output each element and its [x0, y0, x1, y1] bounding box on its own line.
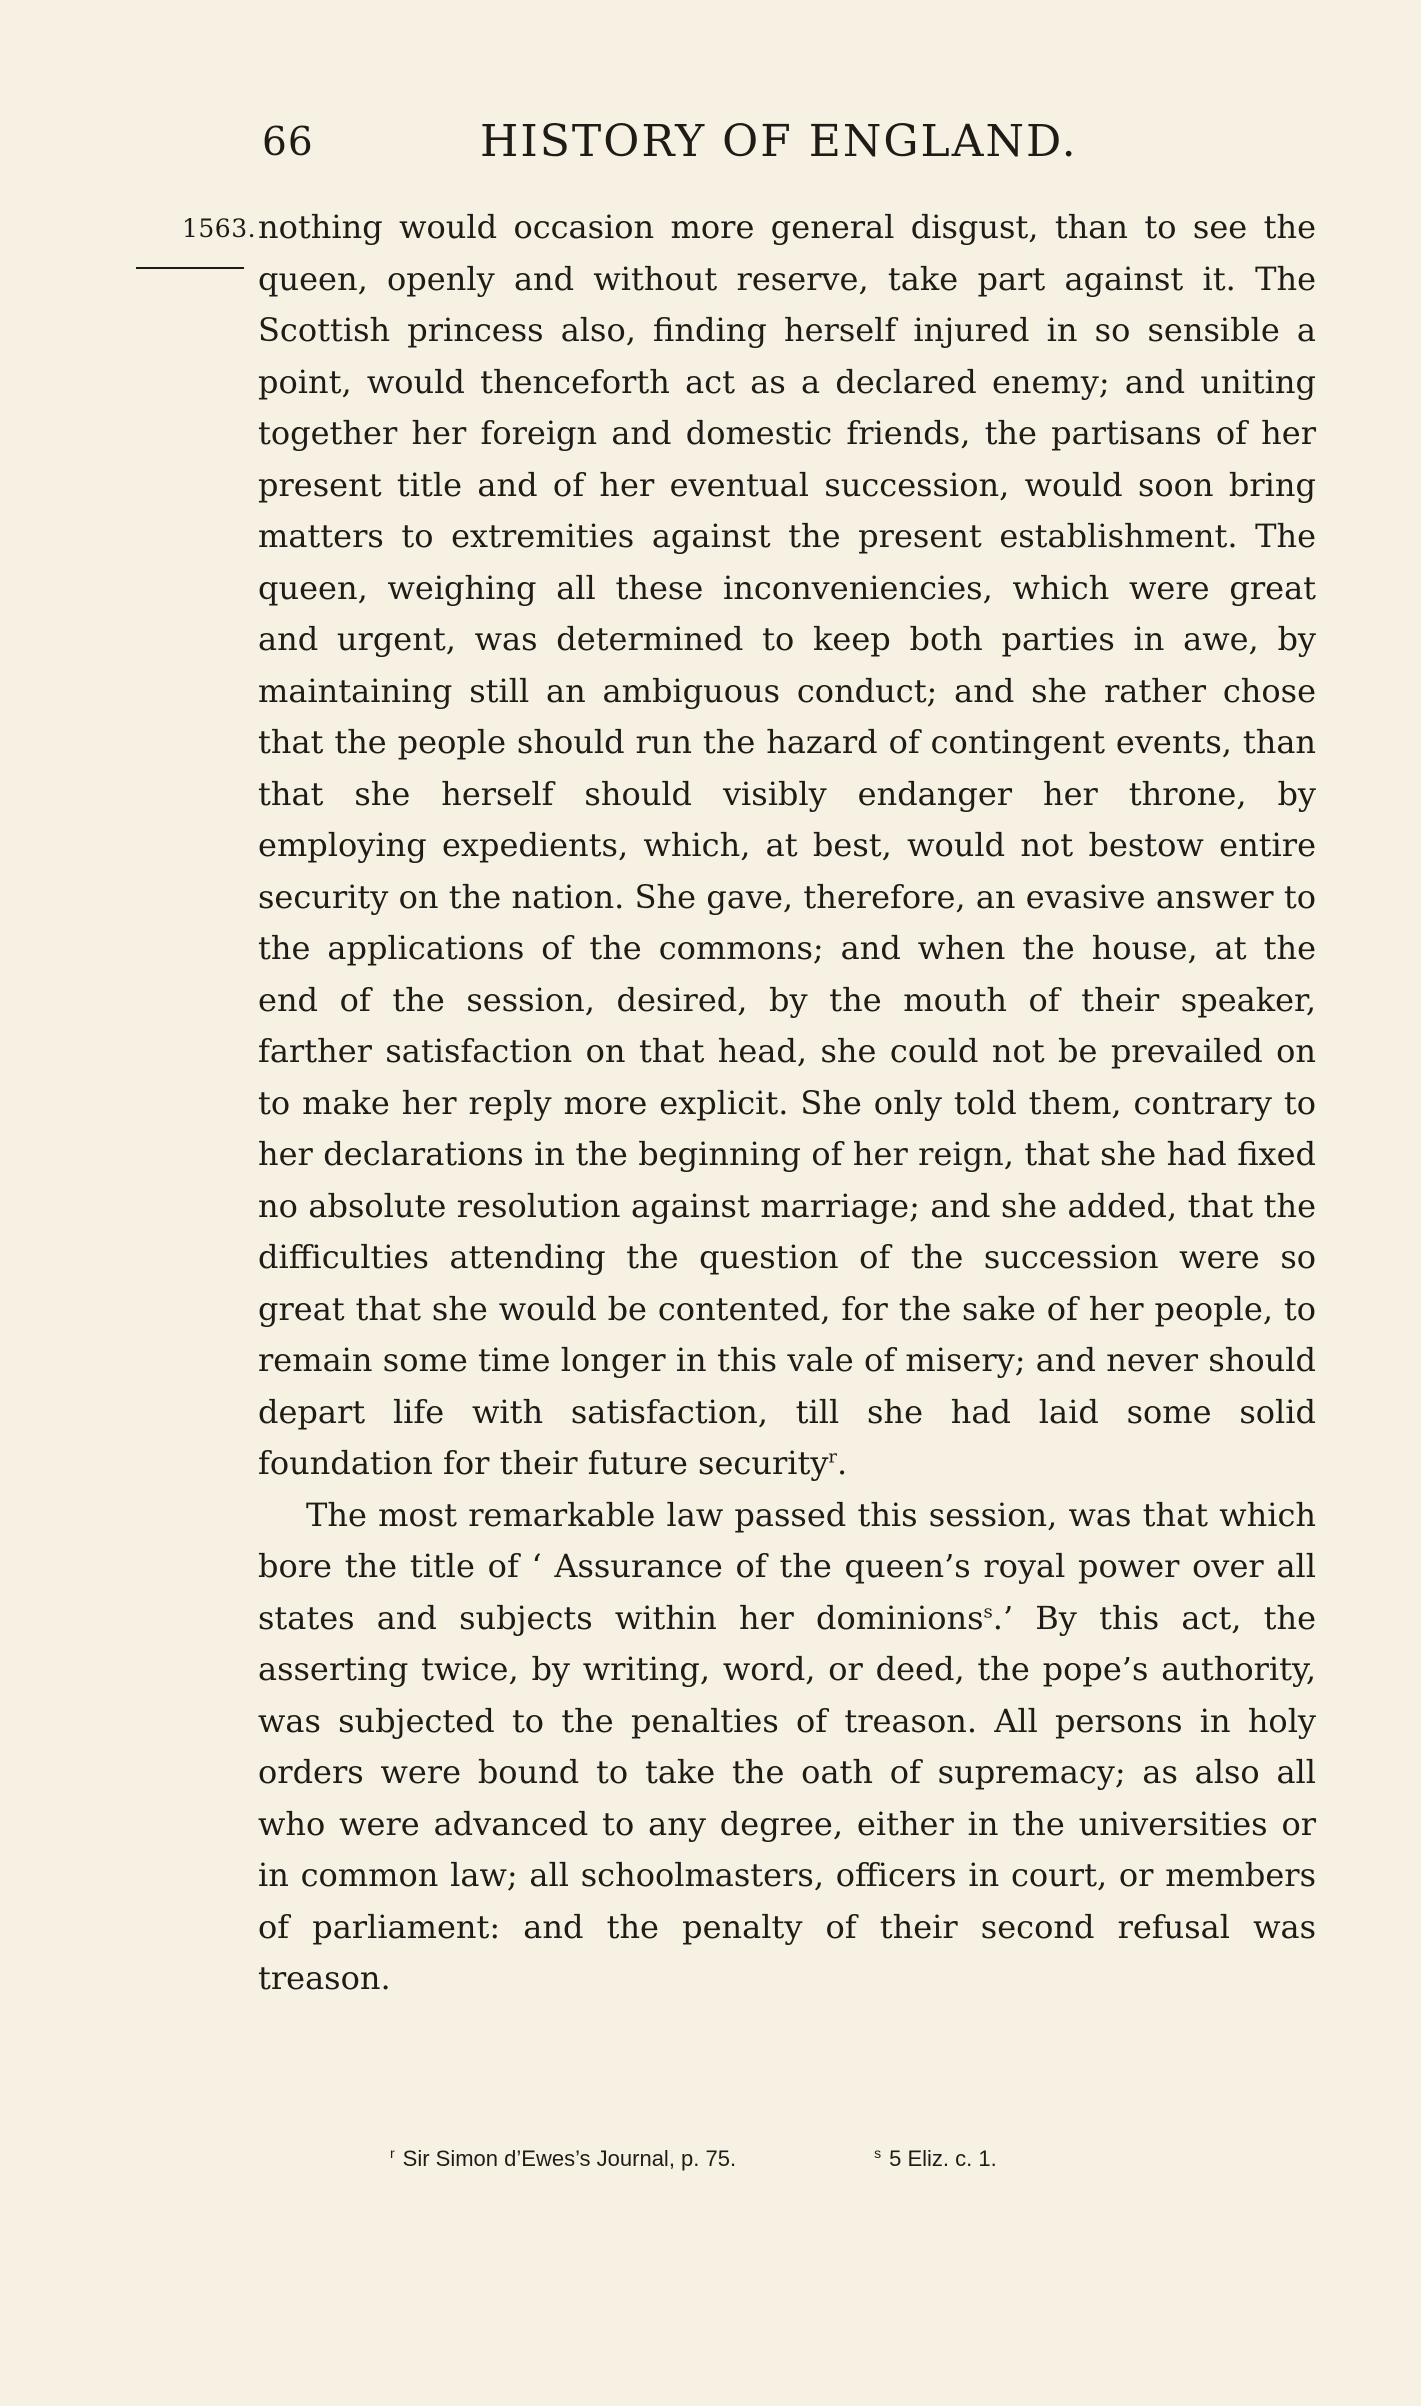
footnote-mark: s — [874, 2144, 882, 2161]
paragraph-1-end: . — [837, 1444, 848, 1482]
running-title: HISTORY OF ENGLAND. — [480, 116, 1078, 167]
footnote-ref-r: r — [828, 1446, 838, 1468]
paragraph-2-text-a: The most remarkable law passed this session, was that which bore the title of ‘ Assurance of the queen’s royal power over all states and subjects within her dominions — [258, 1495, 1316, 1637]
footnote-ref-s: s — [983, 1600, 993, 1622]
paragraph-2-text-b: .’ By this act, the asserting twice, by writing, word, or deed, the pope’s authority, was subjected to the penalties of treason. All persons in holy orders were bound to take the oath of supremacy; as also all who were advanced to any degree, either in the universities or in common law; all schoolmasters, officers in court, or members of parliament: and the penalty of their second refusal was treason. — [258, 1598, 1317, 1997]
footnote-mark: r — [390, 2144, 395, 2161]
footnote-text: Sir Simon d’Ewes’s Journal, p. 75. — [402, 2146, 737, 2171]
footnote-r — [390, 2144, 736, 2174]
footnote-s — [874, 2144, 997, 2174]
footnote-text: 5 Eliz. c. 1. — [889, 2146, 997, 2171]
paragraph-2 — [258, 1490, 1316, 2005]
margin-rule — [136, 267, 244, 269]
paragraph-1-text: nothing would occasion more general disgust, than to see the queen, openly and without reserve, take part against it. The Scottish princess also, finding herself injured in so sensible a point, would thenceforth act as a declared enemy; and uniting together her foreign and domestic friends, the partisans of her present title and of her eventual succession, would soon bring matters to extremities against the present establishment. The queen, weighing all these inconveniencies, which were great and urgent, was determined to keep both parties in awe, by maintaining still an ambiguous conduct; and she rather chose that the people should run the hazard of contingent events, than that she herself should visibly endanger her throne, by employing expedients, which, at best, would not bestow entire security on the nation. She gave, therefore, an evasive answer to the applications of the commons; and when the house, at the end of the session, desired, by the mouth of their speaker, farther satisfaction on that head, she could not be prevailed on to make her reply more explicit. She only told them, contrary to her declarations in the beginning of her reign, that she had fixed no absolute resolution against marriage; and she added, that the difficulties attending the question of the succession were so great that she would be contented, for the sake of her people, to remain some time longer in this vale of misery; and never should depart life with satisfaction, till she had laid some solid foundation for their future security — [258, 208, 1316, 1482]
paragraph-1 — [258, 202, 1316, 1490]
body-text — [258, 202, 1316, 2005]
page-number: 66 — [262, 120, 314, 165]
margin-year-note: 1563. — [182, 214, 257, 243]
footnotes — [390, 2144, 1220, 2174]
